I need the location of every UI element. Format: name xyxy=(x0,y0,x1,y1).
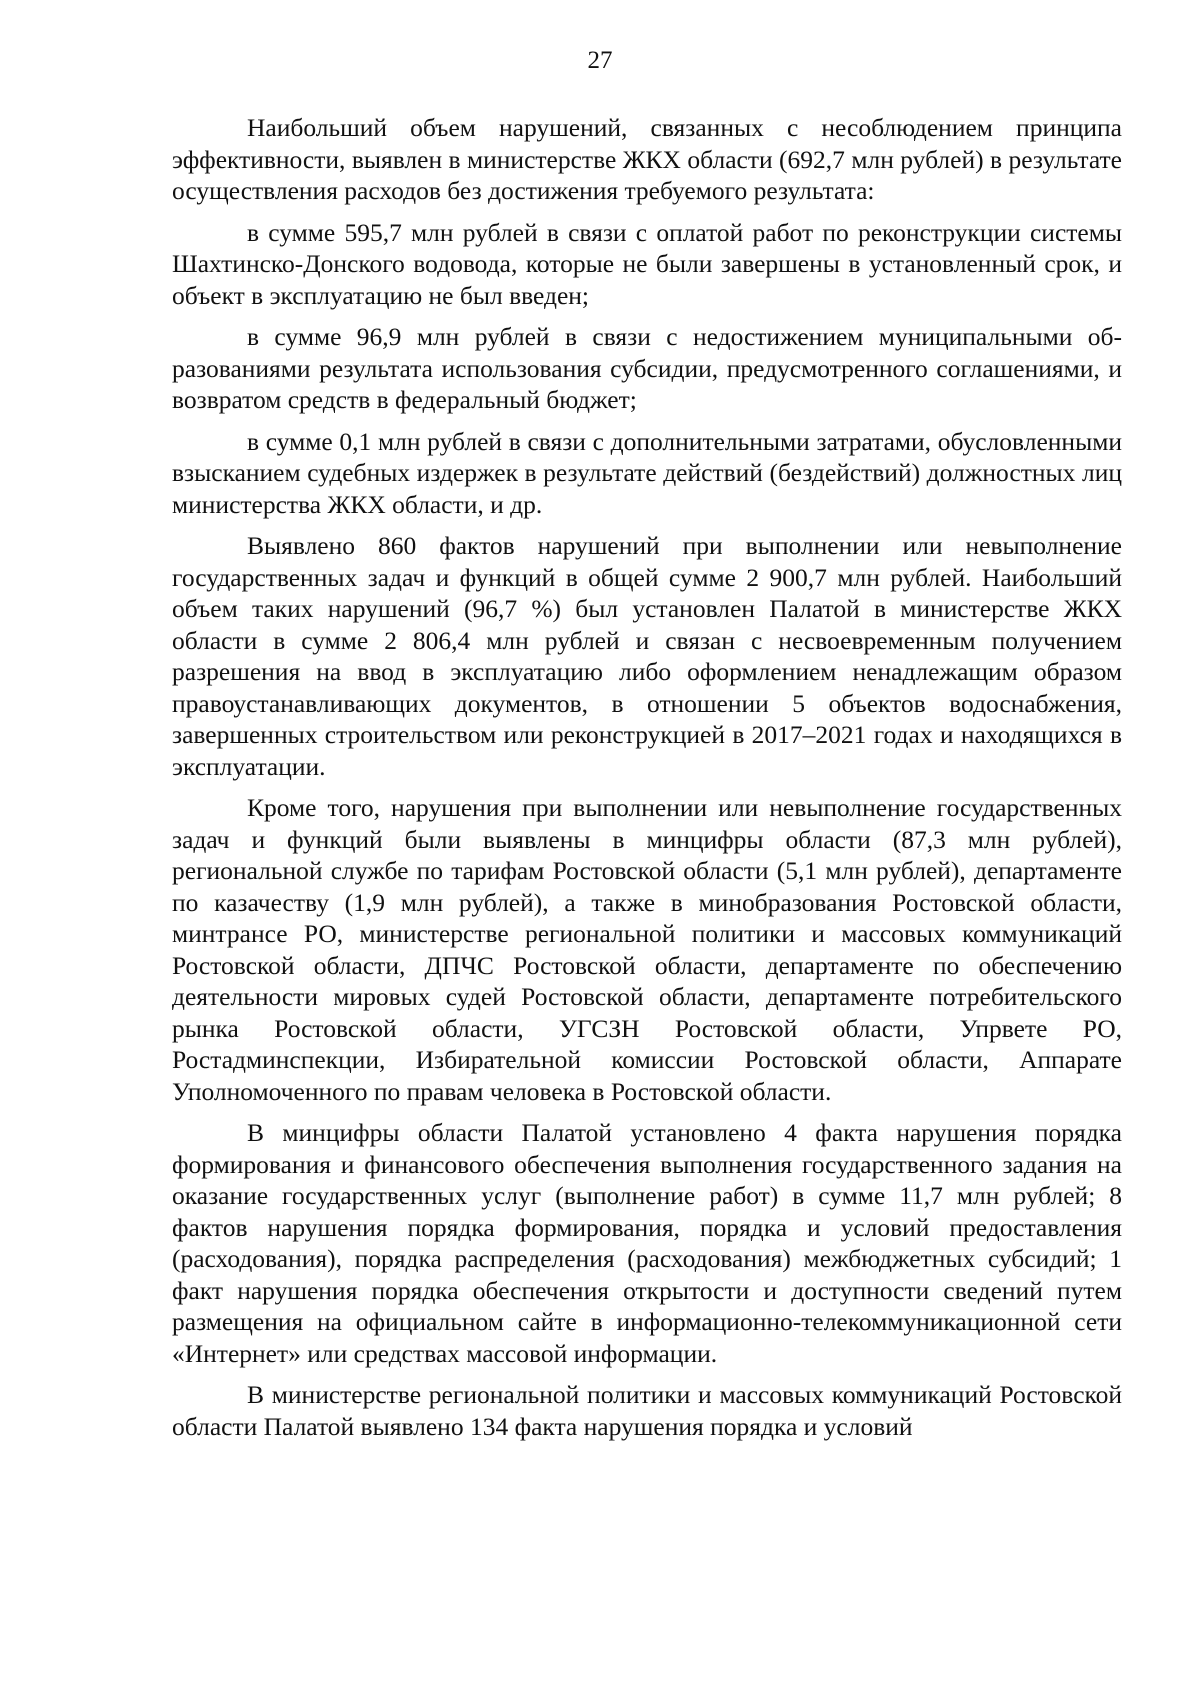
paragraph: в сумме 0,1 млн рублей в связи с дополнительными затратами, обусловленными взысканием судебных издержек в результате действий (бездействий) должностных лиц министерства ЖКХ области, и др. xyxy=(172,426,1122,519)
paragraph: В министерстве региональной политики и массовых коммуникаций Ростовской области Палатой выявлено 134 факта нарушения порядка и условий xyxy=(172,1380,1122,1441)
document-body xyxy=(172,112,1122,1452)
paragraph: Наибольший объем нарушений, связанных с несоблюдением принципа эффективности, выявлен в министерстве ЖКХ области (692,7 млн рублей) в результате осуществления расходов без достижения требуемого результата: xyxy=(172,113,1122,205)
paragraph: в сумме 96,9 млн рублей в связи с недостижением муниципальными образованиями результата использования субсидии, предусмотренного соглашениями, и возвратом средств в федеральный бюджет; xyxy=(172,322,1122,414)
paragraph: Кроме того, нарушения при выполнении или невыполнение государственных задач и функций были выявлены в минцифры области (87,3 млн рублей), региональной службе по тарифам Ростовской области (5,1 млн рублей), департаменте по казачеству (1,9 млн рублей), а также в минобразования Ростовской области, минтрансе РО, министерстве региональной политики и массовых коммуникаций Ростовской области, ДПЧС Ростовской области, департаменте по обеспечению деятельности мировых судей Ростовской области, департаменте потребительского рынка Ростовской области, УГСЗН Ростовской области, Упрвете РО, Ростадминспекции, Избирательной комиссии Ростовской области, Аппарате Уполномоченного по правам человека в Ростовской области. xyxy=(172,793,1122,1106)
paragraph: в сумме 595,7 млн рублей в связи с оплатой работ по реконструкции системы Шахтинско-Донского водовода, которые не были завершены в установленный срок, и объект в эксплуатацию не был введен; xyxy=(172,217,1122,310)
paragraph: В минцифры области Палатой установлено 4 факта нарушения порядка формирования и финансового обеспечения выполнения государственного задания на оказание государственных услуг (выполнение работ) в сумме 11,7 млн рублей; 8 фактов нарушения порядка формирования, порядка и условий предоставления (расходования), порядка распределения (расходования) межбюджетных субсидий; 1 факт нарушения порядка обеспечения открытости и доступности сведений путем размещения на официальном сайте в информационно-телекоммуникационной сети «Интернет» или средствах массовой информации. xyxy=(172,1118,1122,1368)
page-number: 27 xyxy=(587,47,613,74)
paragraph: Выявлено 860 фактов нарушений при выполнении или невыполнение государственных задач и функций в общей сумме 2 900,7 млн рублей. Наибольший объем таких нарушений (96,7 %) был установлен Палатой в министерстве ЖКХ области в сумме 2 806,4 млн рублей и связан с несвоевременным получением разрешения на ввод в эксплуатацию либо оформлением ненадлежащим образом правоустанавливающих документов, в отношении 5 объектов водоснабжения, завершенных строительством или реконструкцией в 2017–2021 годах и находящихся в эксплуатации. xyxy=(172,531,1122,781)
